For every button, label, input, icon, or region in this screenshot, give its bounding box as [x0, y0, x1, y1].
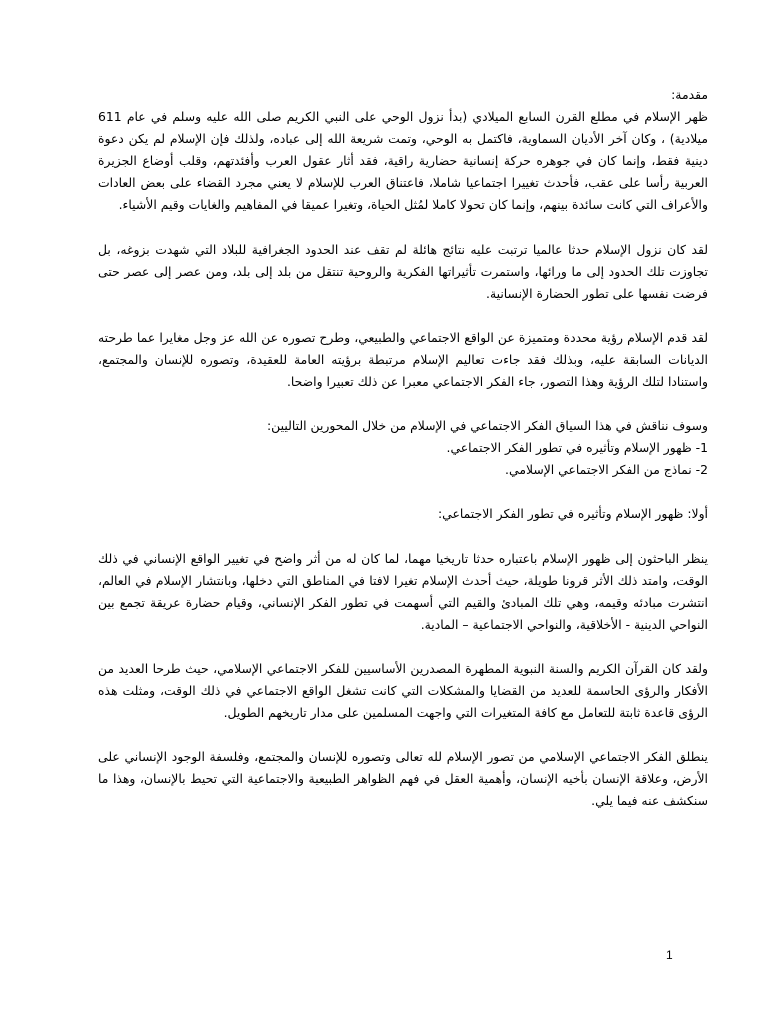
paragraph-spacer	[98, 393, 708, 415]
section-paragraph-2: ولقد كان القرآن الكريم والسنة النبوية المطهرة المصدرين الأساسيين للفكر الاجتماعي الإسلامي، حيث طرحا العديد من الأفكار والرؤى الحاسمة للعديد من القضايا والمشكلات التي كانت تشغل الواقع الاجتماعي في ذلك الوقت، ومثلت هذه الرؤى قاعدة ثابتة للتعامل مع كافة المتغيرات التي واجهت المسلمين على مدار تاريخهم الطويل.	[98, 660, 708, 721]
document-body	[98, 84, 708, 812]
list-item-2: 2- نماذج من الفكر الاجتماعي الإسلامي.	[505, 462, 708, 478]
paragraph-spacer	[98, 481, 708, 503]
paragraph-spacer	[98, 526, 708, 548]
section-paragraph-1: ينظر الباحثون إلى ظهور الإسلام باعتباره حدثا تاريخيا مهما، لما كان له من أثر واضح في تغيير الواقع الإنساني في ذلك الوقت، وامتد ذلك الأثر قرونا طويلة، حيث أحدث الإسلام تغيرا لافتا في المناطق التي دخلها، وبانتشار الإسلام في العالم، انتشرت مبادئه وقيمه، وهي تلك المبادئ والقيم التي أسهمت في تطور الفكر الإنساني، وقيام حضارة عريقة تجمع بين النواحي الدينية - الأخلاقية، والنواحي الاجتماعية – المادية.	[98, 550, 708, 632]
body-paragraph-2: لقد كان نزول الإسلام حدثا عالميا ترتبت عليه نتائج هائلة لم تقف عند الحدود الجغرافية للبلاد التي شهدت بزوغه، بل تجاوزت تلك الحدود إلى ما ورائها، واستمرت تأثيراتها الفكرية والروحية تنتقل من بلد إلى بلد، ومن عصر إلى عصر حتى فرضت نفسها على تطور الحضارة الإنسانية.	[98, 241, 708, 301]
paragraph-spacer	[98, 636, 708, 658]
paragraph-spacer	[98, 724, 708, 746]
section-heading: أولا: ظهور الإسلام وتأثيره في تطور الفكر الاجتماعي:	[437, 506, 708, 522]
paragraph-spacer	[98, 217, 708, 239]
body-paragraph-3: لقد قدم الإسلام رؤية محددة ومتميزة عن الواقع الاجتماعي والطبيعي، وطرح تصوره عن الله عز وجل مغايرا عما طرحته الديانات السابقة عليه، وبذلك فقد جاءت تعاليم الإسلام مرتبطة برؤيته العامة للعقيدة، وتصوره للإنسان والمجتمع، واستنادا لتلك الرؤية وهذا التصور، جاء الفكر الاجتماعي معبرا عن ذلك تعبيرا واضحا.	[98, 329, 708, 390]
list-item-1: 1- ظهور الإسلام وتأثيره في تطور الفكر الاجتماعي.	[446, 440, 708, 456]
paragraph-spacer	[98, 305, 708, 327]
intro-paragraph: ظهر الإسلام في مطلع القرن السابع الميلادي (بدأ نزول الوحي على النبي الكريم صلى الله عليه وسلم في عام 611 ميلادية) ، وكان آخر الأديان السماوية، فاكتمل به الوحي، وتمت شريعة الله إلى عباده، ولذلك فإن الإسلام لم يكن دعوة دينية فقط، وإنما كان في جوهره حركة إنسانية حضارية راقية، فقد أثار عقول العرب وأفئدتهم، وقلب أوضاع الجزيرة العربية رأسا على عقب، فأحدث تغييرا اجتماعيا شاملا، فاعتناق العرب للإسلام لا يعني مجرد القضاء على بعض العادات والأعراف التي كانت سائدة بينهم، وإنما كان تحولا كاملا لمُثل الحياة، وتغيرا عميقا في المفاهيم والغايات وقيم الأشياء.	[98, 109, 708, 213]
page-number: 1	[666, 948, 673, 962]
intro-heading: مقدمة:	[671, 87, 708, 102]
section-paragraph-3: ينطلق الفكر الاجتماعي الإسلامي من تصور الإسلام لله تعالى وتصوره للإنسان والمجتمع، وفلسفة الوجود الإنساني على الأرض، وعلاقة الإنسان بأخيه الإنسان، وأهمية العقل في فهم الظواهر الطبيعية والاجتماعية التي تحيط بالإنسان، وهذا ما سنكشف عنه فيما يلي.	[98, 749, 708, 809]
axes-intro: وسوف نناقش في هذا السياق الفكر الاجتماعي في الإسلام من خلال المحورين التاليين:	[267, 418, 708, 434]
